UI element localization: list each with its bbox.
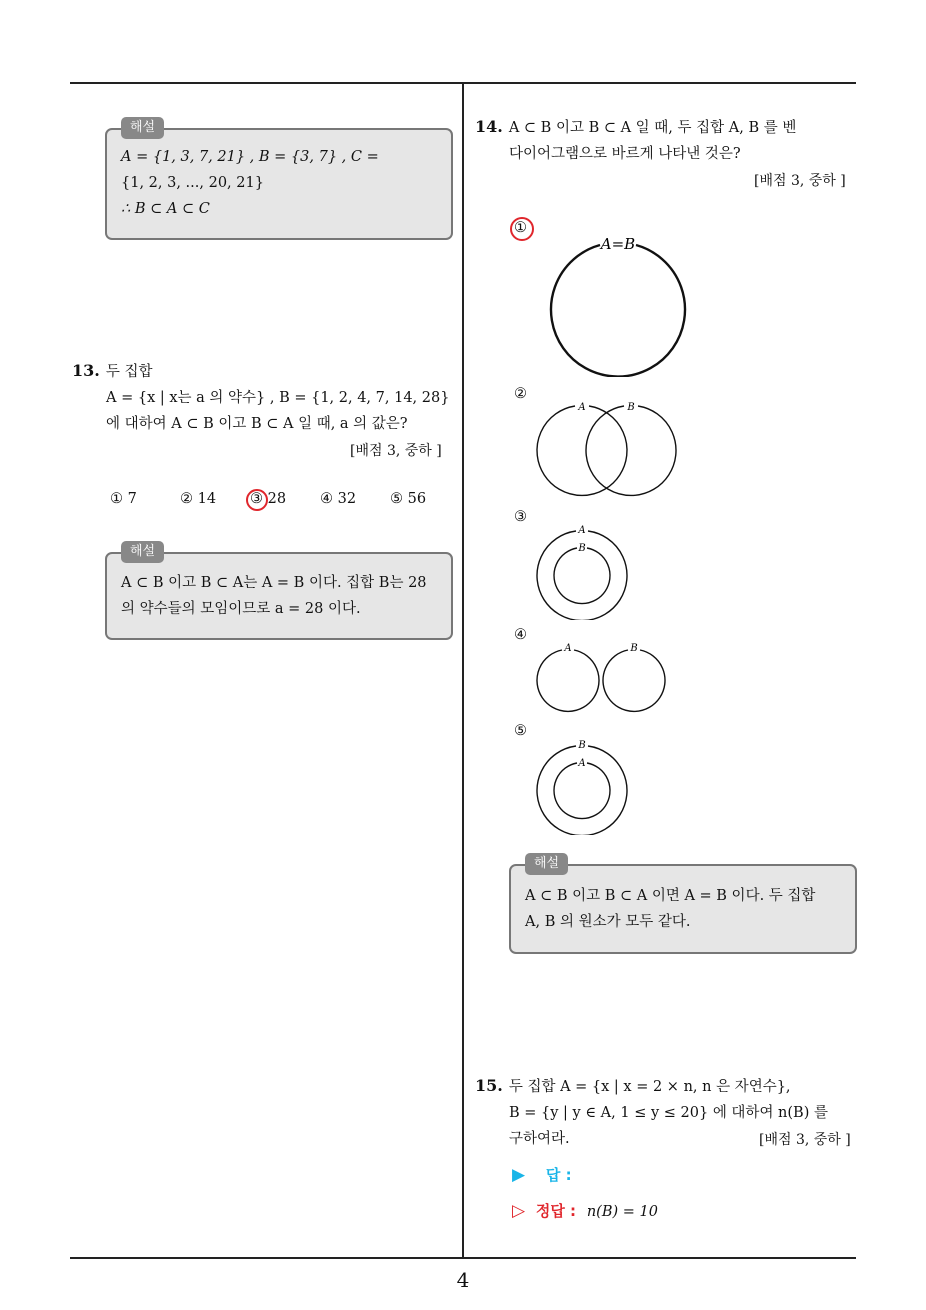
- question-14: [475, 114, 855, 167]
- circle-outline: [537, 650, 599, 711]
- answer-circle-mark: [246, 489, 268, 511]
- solution-line: A ⊂ B 이고 B ⊂ A 이면 A = B 이다. 두 집합: [525, 888, 816, 904]
- score-label: [배점 3, 중하 ]: [754, 173, 846, 189]
- question-number: 14.: [475, 117, 503, 136]
- option-3-mark[interactable]: ③: [514, 509, 527, 525]
- solution-line: A ⊂ B 이고 B ⊂ A는 A = B 이다. 집합 B는 28: [121, 575, 427, 591]
- choice-5[interactable]: ⑤ 56: [390, 491, 427, 507]
- option-4-mark[interactable]: ④: [514, 627, 527, 643]
- venn-diagram-4: [532, 640, 672, 715]
- option-1-mark[interactable]: ①: [514, 220, 527, 236]
- score-label: [배점 3, 중하 ]: [759, 1132, 851, 1148]
- solution-line: A = {1, 3, 7, 21} , B = {3, 7} , C =: [121, 149, 379, 165]
- venn-label: B: [578, 740, 586, 751]
- option-5-mark[interactable]: ⑤: [514, 723, 527, 739]
- circle-outline: [554, 548, 610, 604]
- venn-diagram-1: [540, 232, 690, 377]
- question-title: 두 집합: [105, 364, 153, 380]
- circle-outline: [554, 763, 610, 819]
- question-number: 13.: [72, 361, 100, 380]
- venn-label: B: [578, 543, 586, 554]
- venn-diagram-3: [532, 520, 642, 620]
- page-number: 4: [456, 1268, 470, 1292]
- column-divider: [462, 83, 464, 1258]
- question-13: [72, 358, 457, 437]
- correct-value: n(B) = 10: [586, 1204, 658, 1220]
- choice-2[interactable]: ② 14: [180, 491, 217, 507]
- circle-outline: [586, 406, 676, 495]
- venn-label: A: [564, 643, 572, 654]
- solution-line: A, B 의 원소가 모두 같다.: [525, 914, 691, 930]
- solution-tab: 해설: [121, 117, 164, 139]
- answer-row: [512, 1164, 572, 1185]
- choice-3[interactable]: ③ 28: [250, 491, 287, 507]
- score-label: [배점 3, 중하 ]: [350, 443, 442, 459]
- venn-diagram-5: [532, 735, 642, 835]
- question-line: 구하여라.: [509, 1131, 570, 1147]
- circle-outline: [537, 406, 627, 495]
- question-line: B = {y | y ∈ A, 1 ≤ y ≤ 20} 에 대하여 n(B) 를: [509, 1105, 828, 1121]
- circle-outline: [603, 650, 665, 711]
- venn-label: B: [630, 643, 638, 654]
- question-line: A ⊂ B 이고 B ⊂ A 일 때, 두 집합 A, B 를 벤: [508, 120, 797, 136]
- circle-outline: [551, 245, 685, 377]
- answer-circle-mark: [510, 217, 534, 241]
- question-line: 다이어그램으로 바르게 나타낸 것은?: [509, 146, 741, 162]
- play-triangle-icon: ▶: [512, 1165, 526, 1185]
- outline-triangle-icon: ▷: [512, 1201, 526, 1221]
- question-number: 15.: [475, 1076, 503, 1095]
- choice-4[interactable]: ④ 32: [320, 491, 357, 507]
- correct-answer-row: [512, 1200, 658, 1221]
- venn-label: A: [578, 402, 586, 413]
- question-line: 에 대하여 A ⊂ B 이고 B ⊂ A 일 때, a 의 값은?: [106, 416, 408, 432]
- question-line: A = {x | x는 a 의 약수} , B = {1, 2, 4, 7, 14, 28}: [106, 390, 450, 406]
- venn-diagram-2: [532, 398, 692, 498]
- correct-label: 정답 :: [535, 1202, 577, 1220]
- venn-label: A=B: [600, 235, 636, 253]
- solution-line: ∴ B ⊂ A ⊂ C: [121, 201, 210, 217]
- solution-box-12: [105, 120, 453, 240]
- venn-label: A: [578, 525, 586, 536]
- answer-label: 답 :: [545, 1166, 572, 1184]
- solution-tab: 해설: [525, 853, 568, 875]
- choice-1[interactable]: ① 7: [110, 491, 137, 507]
- question-line: 두 집합 A = {x | x = 2 × n, n 은 자연수},: [508, 1079, 791, 1095]
- solution-box-14: [509, 856, 857, 954]
- venn-label: A: [578, 758, 586, 769]
- solution-tab: 해설: [121, 541, 164, 563]
- solution-line: 의 약수들의 모임이므로 a = 28 이다.: [121, 601, 361, 617]
- option-2-mark[interactable]: ②: [514, 386, 527, 402]
- solution-box-13: [105, 544, 453, 640]
- venn-label: B: [627, 402, 635, 413]
- solution-line: {1, 2, 3, ..., 20, 21}: [121, 175, 264, 191]
